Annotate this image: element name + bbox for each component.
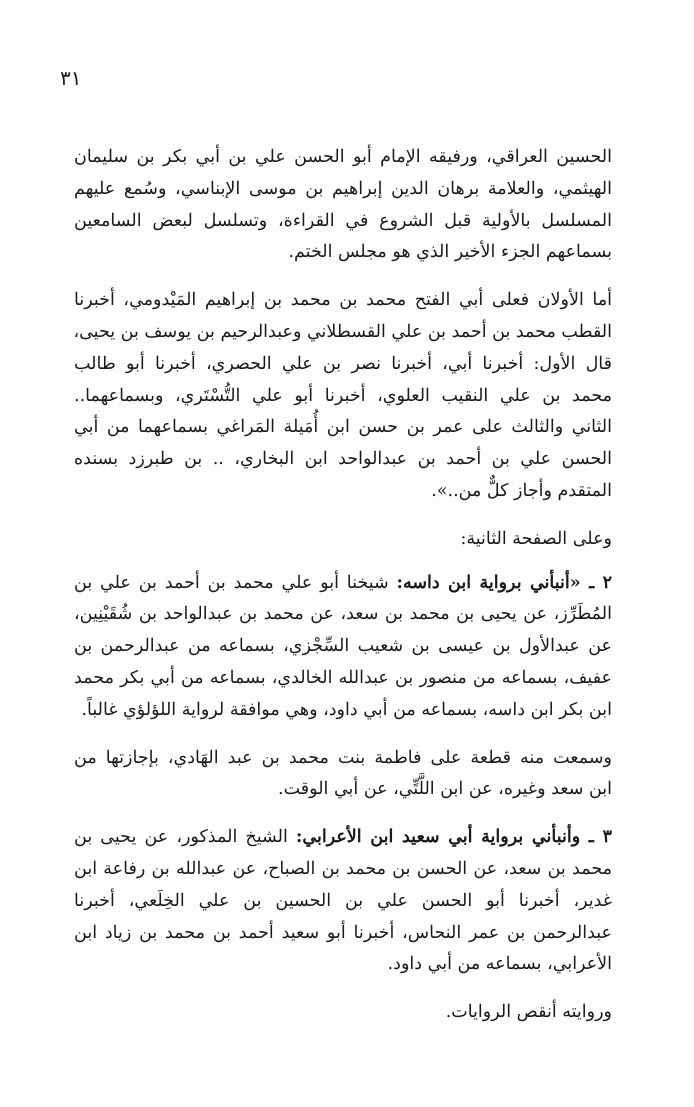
paragraph-7 [74, 997, 612, 1029]
text-line: ابن بكر ابن داسه، بسماعه من أبي داود، وهي موافقة لرواية اللؤلؤي غالباً. [81, 699, 612, 720]
text-line: الثاني والثالث على عمر بن حسن ابن أُمَيلة المَراغي بسماعهما من أبي [74, 417, 612, 438]
text-line: الهيثمي، والعلامة برهان الدين إبراهيم بن موسى الإبناسي، وسُمع عليهم [74, 178, 612, 199]
paragraph-6 [74, 822, 612, 981]
page-body [74, 142, 612, 1045]
paragraph-3 [74, 524, 612, 556]
text-line: الحسين العراقي، ورفيقه الإمام أبو الحسن علي بن أبي بكر بن سليمان [74, 147, 612, 167]
text-line: المُطَرِّز، عن يحيى بن محمد بن سعد، عن محمد بن عبدالواحد بن شُقَيْنِين، [74, 604, 612, 625]
text-line-first [74, 822, 612, 854]
text-line: وعلى الصفحة الثانية: [460, 528, 612, 549]
narration-heading: ٢ ـ «أنبأني برواية ابن داسه: [396, 572, 612, 593]
text-line: بسماعهم الجزء الأخير الذي هو مجلس الختم. [288, 242, 612, 263]
text-line: غدير، أخبرنا أبو الحسن علي بن الحسين بن علي الخِلَعي، أخبرنا [74, 890, 612, 911]
paragraph-4 [74, 568, 612, 727]
text-line: أما الأولان فعلى أبي الفتح محمد بن محمد بن إبراهيم المَيْدومي، أخبرنا [74, 290, 612, 311]
text-line: عن عبدالأول بن عيسى بن شعيب السِّجْزي، بسماعه من عبدالرحمن بن [74, 636, 612, 657]
text-line: عبدالرحمن بن عمر النحاس، أخبرنا أبو سعيد أحمد بن محمد بن زياد ابن [74, 922, 612, 943]
paragraph-5 [74, 743, 612, 807]
text-line: وروايته أنقص الروايات. [445, 1002, 612, 1023]
text-line: قال الأول: أخبرنا أبي، أخبرنا نصر بن علي الحصري، أخبرنا أبو طالب [74, 353, 612, 374]
text-run: شيخنا أبو علي محمد بن أحمد بن علي بن [74, 572, 397, 593]
text-line: وسمعت منه قطعة على فاطمة بنت محمد بن عبد الهَادي، بإجازتها من [74, 747, 612, 768]
text-line: الحسن علي بن أحمد بن عبدالواحد ابن البخاري، .. بن طبرزد بسنده [74, 449, 612, 470]
text-line: ابن سعد وغيره، عن ابن اللَّتِّي، عن أبي الوقت. [278, 779, 612, 800]
narration-heading: ٣ ـ وأنبأني برواية أبي سعيد ابن الأعرابي: [295, 827, 612, 848]
text-line-first [74, 568, 612, 600]
text-line: المسلسل بالأولية قبل الشروع في القراءة، وتسلسل لبعض السامعين [74, 210, 612, 231]
text-line: عفيف، بسماعه من منصور بن عبدالله الخالدي، بسماعه من أبي بكر محمد [74, 667, 612, 688]
page-number: ٣١ [60, 66, 82, 90]
text-line: القطب محمد بن أحمد بن علي القسطلاني وعبدالرحيم بن يوسف بن يحيى، [73, 321, 612, 342]
text-run: الشيخ المذكور، عن يحيى بن [74, 827, 296, 848]
text-line: المتقدم وأجاز كلٌّ من..». [431, 480, 612, 501]
paragraph-1 [74, 142, 612, 269]
paragraph-2 [74, 285, 612, 508]
text-line: محمد بن سعد، عن الحسن بن محمد بن الصباح، عن عبدالله بن رفاعة ابن [74, 858, 612, 879]
text-line: محمد بن علي النقيب العلوي، أخبرنا أبو علي التُّسْتَري، وبسماعهما.. [74, 385, 612, 406]
text-line: الأعرابي، بسماعه من أبي داود. [387, 954, 612, 975]
